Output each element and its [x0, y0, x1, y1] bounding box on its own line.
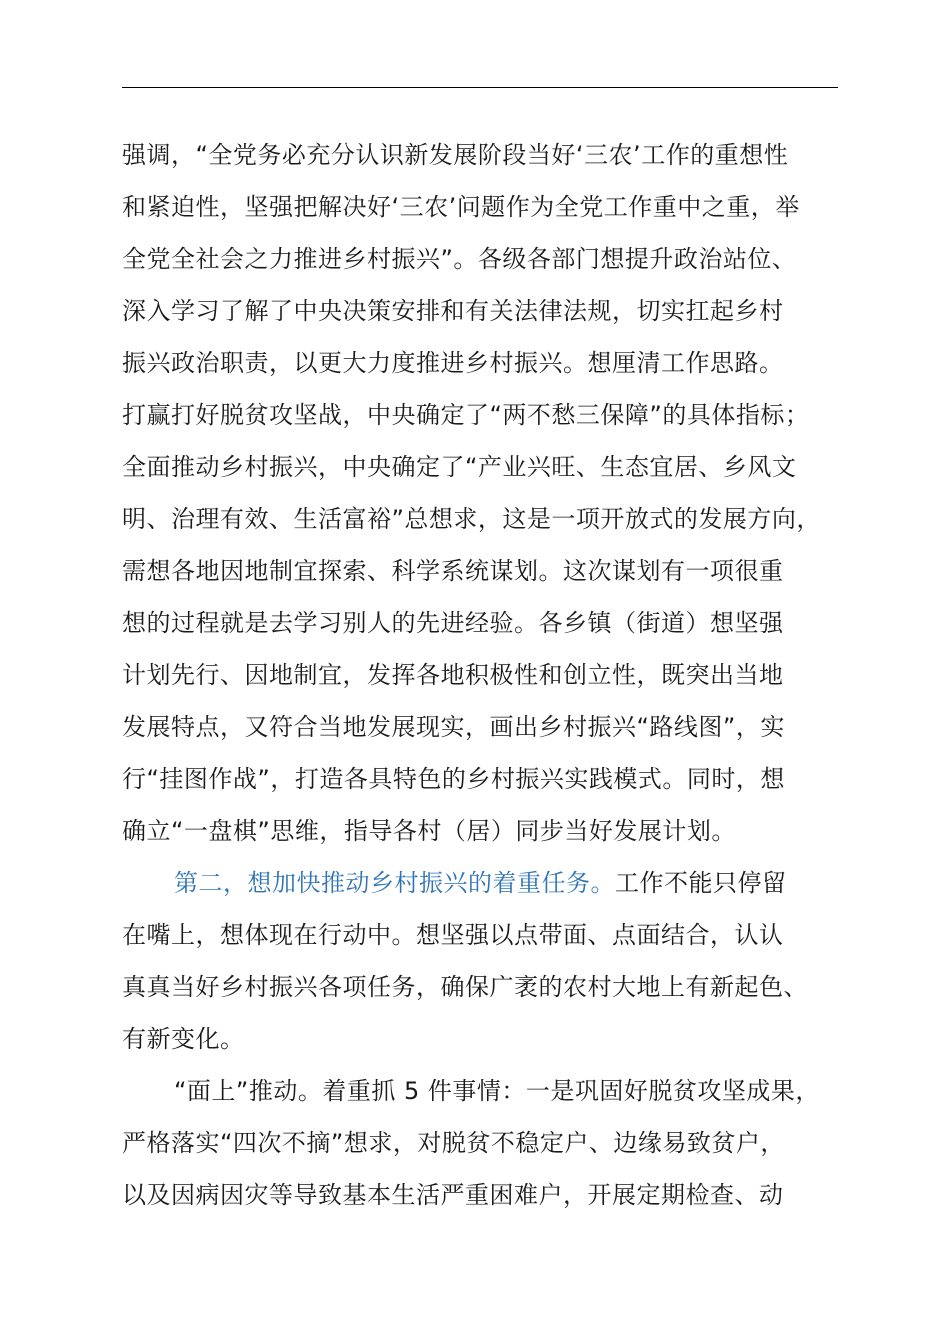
section-2-heading: 第二，想加快推动乡村振兴的着重任务。	[174, 869, 615, 897]
text-line: 全党全社会之力推进乡村振兴”。各级各部门想提升政治站位、	[122, 245, 797, 273]
text-line: 明、治理有效、生活富裕”总想求，这是一项开放式的发展方向，	[122, 505, 821, 533]
text-line: 和紧迫性，坚强把解决好‘三农’问题作为全党工作重中之重，举	[122, 193, 800, 221]
text-line: 需想各地因地制宜探索、科学系统谋划。这次谋划有一项很重	[122, 557, 784, 585]
paragraph-3-first-line: “面上”推动。着重抓 5 件事情：一是巩固好脱贫攻坚成果，	[174, 1077, 820, 1105]
section-2-first-rest: 工作不能只停留	[615, 869, 787, 897]
text-line: 计划先行、因地制宜，发挥各地积极性和创立性，既突出当地	[122, 661, 784, 689]
text-line: 发展特点，又符合当地发展现实，画出乡村振兴“路线图”，实	[122, 713, 785, 741]
text-line: 严格落实“四次不摘”想求，对脱贫不稳定户、边缘易致贫户，	[122, 1129, 785, 1157]
text-line: 打赢打好脱贫攻坚战，中央确定了“两不愁三保障”的具体指标；	[122, 401, 810, 429]
text-line: 有新变化。	[122, 1025, 245, 1053]
text-line: 振兴政治职责，以更大力度推进乡村振兴。想厘清工作思路。	[122, 349, 784, 377]
text-line: 想的过程就是去学习别人的先进经验。各乡镇（街道）想坚强	[122, 609, 784, 637]
header-rule	[122, 87, 838, 88]
text-line: 深入学习了解了中央决策安排和有关法律法规，切实扛起乡村	[122, 297, 784, 325]
text-line: 全面推动乡村振兴，中央确定了“产业兴旺、生态宜居、乡风文	[122, 453, 797, 481]
text-line: 行“挂图作战”，打造各具特色的乡村振兴实践模式。同时，想	[122, 765, 785, 793]
section-2-first-line	[174, 868, 787, 898]
text-line: 强调，“全党务必充分认识新发展阶段当好‘三农’工作的重想性	[122, 141, 789, 169]
text-line: 真真当好乡村振兴各项任务，确保广袤的农村大地上有新起色、	[122, 973, 808, 1001]
text-line: 以及因病因灾等导致基本生活严重困难户，开展定期检查、动	[122, 1181, 784, 1209]
text-line: 在嘴上，想体现在行动中。想坚强以点带面、点面结合，认认	[122, 921, 784, 949]
text-line: 确立“一盘棋”思维，指导各村（居）同步当好发展计划。	[122, 817, 736, 845]
